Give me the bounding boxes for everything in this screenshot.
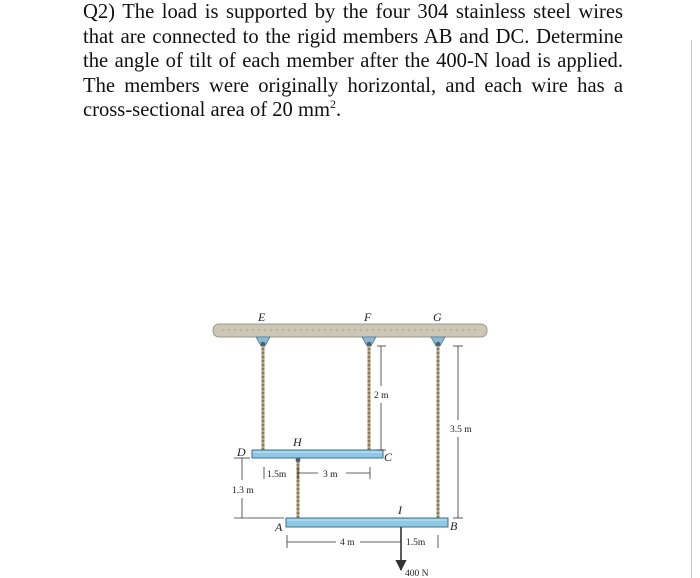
dimension-text-4m: 4 m (340, 538, 355, 548)
wire-G-B (437, 346, 440, 518)
problem-period: . (336, 99, 342, 122)
bracket-G (431, 337, 445, 346)
bracket-F (362, 337, 376, 346)
problem-text: The load is supported by the four 304 stainless steel wires that are connected to the rigid members AB and DC. Determine the angle of tilt of each member after the 400-N load is applied. The members were originally horizontal, and each wire has a cross-sectional area of 20 mm (83, 1, 624, 122)
label-E: E (258, 310, 266, 324)
dimension-text-2m: 2 m (374, 391, 389, 401)
label-I: I (398, 503, 402, 517)
label-B: B (450, 519, 458, 533)
problem-number: Q2) (83, 1, 116, 23)
label-C: C (384, 450, 393, 464)
dimension-text-3-5m: 3.5 m (450, 425, 472, 435)
wire-E-D (262, 346, 265, 450)
label-D: D (237, 445, 246, 459)
area-exponent: 2 (330, 97, 337, 112)
wire-F-C (368, 346, 371, 450)
dimension-text-1-5m-bottom: 1.5m (406, 538, 426, 548)
dimension-text-3m: 3 m (323, 470, 338, 480)
label-H: H (293, 435, 302, 449)
member-AB (286, 518, 448, 527)
dimension-text-1-5m-top: 1.5m (267, 470, 287, 480)
dimension-text-1-3m: 1.3 m (232, 486, 254, 496)
load-label: 400 N (405, 569, 429, 578)
label-G: G (433, 310, 442, 324)
bracket-E (256, 337, 270, 346)
member-DC (252, 450, 383, 458)
label-F: F (364, 310, 372, 324)
label-A: A (275, 520, 283, 534)
